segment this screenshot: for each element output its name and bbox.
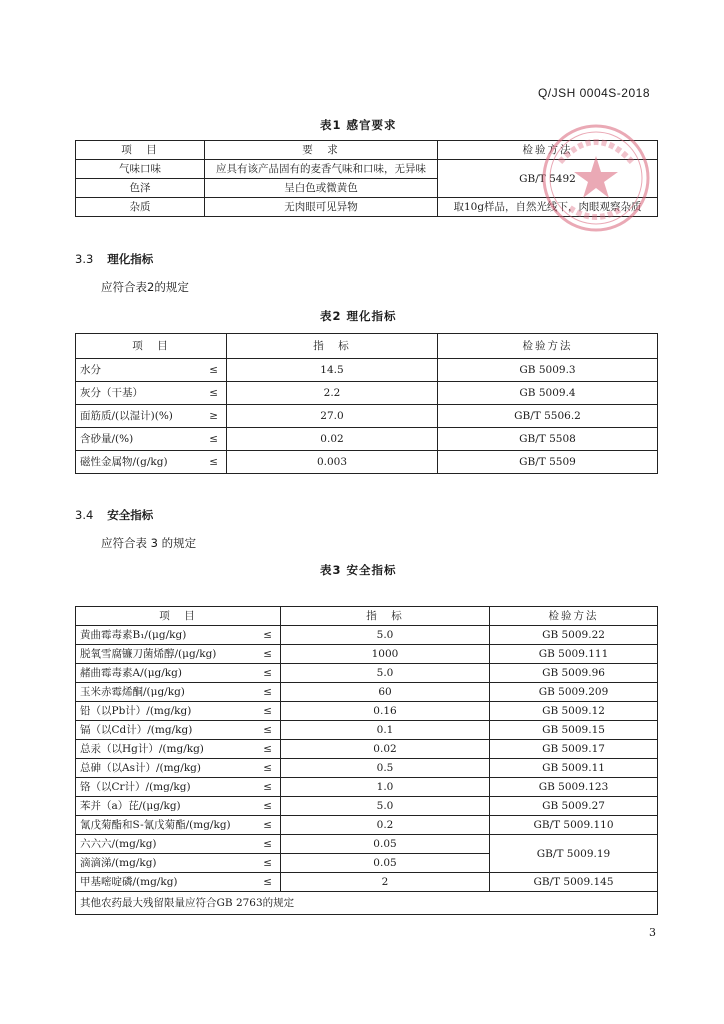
table-row xyxy=(76,702,658,721)
table3-cell-method: GB 5009.22 xyxy=(490,626,658,645)
table1-cell-requirement: 应具有该产品固有的麦香气味和口味，无异味 xyxy=(205,160,438,179)
table-row xyxy=(76,645,658,664)
item-label: 脱氧雪腐镰刀菌烯醇/(μg/kg) xyxy=(80,648,217,660)
table3-cell-method: GB 5009.96 xyxy=(490,664,658,683)
item-label: 灰分（干基） xyxy=(80,387,143,399)
official-seal-stamp xyxy=(540,122,652,234)
comparison-operator: ≤ xyxy=(263,686,272,698)
table3-cell-method-merged: GB/T 5009.19 xyxy=(490,835,658,873)
table2-cell-value: 0.02 xyxy=(227,428,438,451)
table2-cell-value: 27.0 xyxy=(227,405,438,428)
table3-cell-method: GB 5009.15 xyxy=(490,721,658,740)
table1-cell-requirement: 呈白色或微黄色 xyxy=(205,179,438,198)
table3-header-item: 项 目 xyxy=(76,607,281,626)
table2-cell-item xyxy=(76,405,227,428)
table2-cell-item xyxy=(76,451,227,474)
table2-cell-item xyxy=(76,359,227,382)
table2-cell-method: GB/T 5506.2 xyxy=(438,405,658,428)
table2-cell-value: 14.5 xyxy=(227,359,438,382)
table1-cell-item: 气味口味 xyxy=(76,160,205,179)
comparison-operator: ≤ xyxy=(209,456,218,468)
section-3-3-text: 应符合表2的规定 xyxy=(101,280,189,294)
comparison-operator: ≤ xyxy=(263,629,272,641)
table2-cell-method: GB 5009.3 xyxy=(438,359,658,382)
table-row xyxy=(76,359,658,382)
table3-cell-method: GB 5009.17 xyxy=(490,740,658,759)
section-3-4-heading xyxy=(75,507,153,523)
table3-cell-method: GB/T 5009.110 xyxy=(490,816,658,835)
table3-cell-item xyxy=(76,721,281,740)
table3-cell-item xyxy=(76,740,281,759)
item-label: 总汞（以Hg计）/(mg/kg) xyxy=(80,743,204,755)
table2-cell-value: 0.003 xyxy=(227,451,438,474)
table-row xyxy=(76,892,658,915)
item-label: 水分 xyxy=(80,364,101,376)
comparison-operator: ≤ xyxy=(263,667,272,679)
table3-cell-value: 0.1 xyxy=(281,721,490,740)
comparison-operator: ≤ xyxy=(263,857,272,869)
section-title: 安全指标 xyxy=(107,508,154,522)
table3-cell-value: 60 xyxy=(281,683,490,702)
table2-header-method: 检验方法 xyxy=(438,334,658,359)
comparison-operator: ≤ xyxy=(263,762,272,774)
table1-header-requirement: 要 求 xyxy=(205,141,438,160)
section-3-4-text: 应符合表 3 的规定 xyxy=(101,536,197,550)
comparison-operator: ≤ xyxy=(263,724,272,736)
table3-cell-method: GB 5009.27 xyxy=(490,797,658,816)
item-label: 六六六/(mg/kg) xyxy=(80,838,157,850)
comparison-operator: ≤ xyxy=(209,387,218,399)
comparison-operator: ≤ xyxy=(263,743,272,755)
comparison-operator: ≤ xyxy=(263,781,272,793)
star-icon xyxy=(574,156,618,198)
table3-cell-item xyxy=(76,664,281,683)
table3-cell-item xyxy=(76,835,281,854)
table3-cell-value: 0.2 xyxy=(281,816,490,835)
page-number: 3 xyxy=(649,926,656,939)
table-row xyxy=(76,873,658,892)
table3-cell-method: GB 5009.12 xyxy=(490,702,658,721)
table-row xyxy=(76,816,658,835)
table2-caption: 表2 理化指标 xyxy=(320,309,397,323)
table-row xyxy=(76,428,658,451)
table3-safety xyxy=(75,606,658,915)
item-label: 铬（以Cr计）/(mg/kg) xyxy=(80,781,191,793)
table3-cell-value: 0.05 xyxy=(281,854,490,873)
item-label: 甲基嘧啶磷/(mg/kg) xyxy=(80,876,178,888)
table3-cell-value: 5.0 xyxy=(281,797,490,816)
table3-cell-method: GB 5009.123 xyxy=(490,778,658,797)
table-row xyxy=(76,405,658,428)
table-row xyxy=(76,797,658,816)
table2-physicochemical xyxy=(75,333,658,474)
table3-cell-method: GB 5009.11 xyxy=(490,759,658,778)
table-row xyxy=(76,626,658,645)
section-number: 3.3 xyxy=(75,252,94,266)
item-label: 面筋质/(以湿计)(%) xyxy=(80,410,173,422)
table1-cell-requirement: 无肉眼可见异物 xyxy=(205,198,438,217)
table3-cell-value: 1.0 xyxy=(281,778,490,797)
item-label: 镉（以Cd计）/(mg/kg) xyxy=(80,724,193,736)
table3-cell-value: 0.02 xyxy=(281,740,490,759)
table3-cell-value: 1000 xyxy=(281,645,490,664)
comparison-operator: ≥ xyxy=(209,410,218,422)
table3-cell-item xyxy=(76,759,281,778)
table1-header-method: 检验方法 xyxy=(438,141,658,160)
table3-cell-value: 0.05 xyxy=(281,835,490,854)
table3-cell-item xyxy=(76,873,281,892)
comparison-operator: ≤ xyxy=(209,433,218,445)
table-row xyxy=(76,664,658,683)
document-number: Q/JSH 0004S-2018 xyxy=(537,86,650,100)
item-label: 滴滴涕/(mg/kg) xyxy=(80,857,157,869)
table3-cell-item xyxy=(76,854,281,873)
table-row xyxy=(76,683,658,702)
table3-cell-value: 0.16 xyxy=(281,702,490,721)
table1-caption: 表1 感官要求 xyxy=(320,118,397,132)
table1-cell-item: 杂质 xyxy=(76,198,205,217)
item-label: 玉米赤霉烯酮/(μg/kg) xyxy=(80,686,185,698)
table3-cell-item xyxy=(76,645,281,664)
table1-cell-method-merged: GB/T 5492 xyxy=(438,160,658,198)
item-label: 赭曲霉毒素A/(μg/kg) xyxy=(80,667,182,679)
comparison-operator: ≤ xyxy=(263,838,272,850)
table3-cell-item xyxy=(76,816,281,835)
table3-cell-value: 0.5 xyxy=(281,759,490,778)
table2-cell-value: 2.2 xyxy=(227,382,438,405)
comparison-operator: ≤ xyxy=(263,648,272,660)
table-row xyxy=(76,382,658,405)
table3-caption: 表3 安全指标 xyxy=(320,563,397,577)
table3-cell-value: 5.0 xyxy=(281,626,490,645)
table2-cell-method: GB/T 5508 xyxy=(438,428,658,451)
table2-cell-method: GB/T 5509 xyxy=(438,451,658,474)
table2-header-item: 项 目 xyxy=(76,334,227,359)
comparison-operator: ≤ xyxy=(263,819,272,831)
table3-footer-note: 其他农药最大残留限量应符合GB 2763的规定 xyxy=(76,892,658,915)
section-title: 理化指标 xyxy=(107,252,154,266)
table3-cell-item xyxy=(76,797,281,816)
table3-cell-method: GB 5009.111 xyxy=(490,645,658,664)
comparison-operator: ≤ xyxy=(263,800,272,812)
table3-cell-value: 2 xyxy=(281,873,490,892)
item-label: 苯并（a）芘/(μg/kg) xyxy=(80,800,181,812)
table3-cell-method: GB 5009.209 xyxy=(490,683,658,702)
table-row xyxy=(76,835,658,854)
table3-header-value: 指 标 xyxy=(281,607,490,626)
section-number: 3.4 xyxy=(75,508,94,522)
item-label: 总砷（以As计）/(mg/kg) xyxy=(80,762,202,774)
table3-cell-item xyxy=(76,702,281,721)
table-row xyxy=(76,740,658,759)
table1-header-item: 项 目 xyxy=(76,141,205,160)
table3-cell-method: GB/T 5009.145 xyxy=(490,873,658,892)
table-row xyxy=(76,721,658,740)
table3-header-method: 检验方法 xyxy=(490,607,658,626)
comparison-operator: ≤ xyxy=(209,364,218,376)
comparison-operator: ≤ xyxy=(263,705,272,717)
table3-cell-item xyxy=(76,683,281,702)
table3-cell-item xyxy=(76,778,281,797)
table2-cell-item xyxy=(76,428,227,451)
table3-cell-value: 5.0 xyxy=(281,664,490,683)
table3-cell-item xyxy=(76,626,281,645)
table-row xyxy=(76,451,658,474)
table1-cell-item: 色泽 xyxy=(76,179,205,198)
item-label: 磁性金属物/(g/kg) xyxy=(80,456,168,468)
item-label: 铅（以Pb计）/(mg/kg) xyxy=(80,705,192,717)
table2-cell-item xyxy=(76,382,227,405)
item-label: 黄曲霉毒素B₁/(μg/kg) xyxy=(80,629,187,641)
table2-cell-method: GB 5009.4 xyxy=(438,382,658,405)
table-row xyxy=(76,759,658,778)
comparison-operator: ≤ xyxy=(263,876,272,888)
item-label: 氰戊菊酯和S-氰戊菊酯/(mg/kg) xyxy=(80,819,231,831)
item-label: 含砂量/(%) xyxy=(80,433,134,445)
table2-header-value: 指 标 xyxy=(227,334,438,359)
table1-cell-method: 取10g样品，自然光线下，肉眼观察杂质 xyxy=(438,198,658,217)
table-row xyxy=(76,778,658,797)
section-3-3-heading xyxy=(75,251,153,267)
